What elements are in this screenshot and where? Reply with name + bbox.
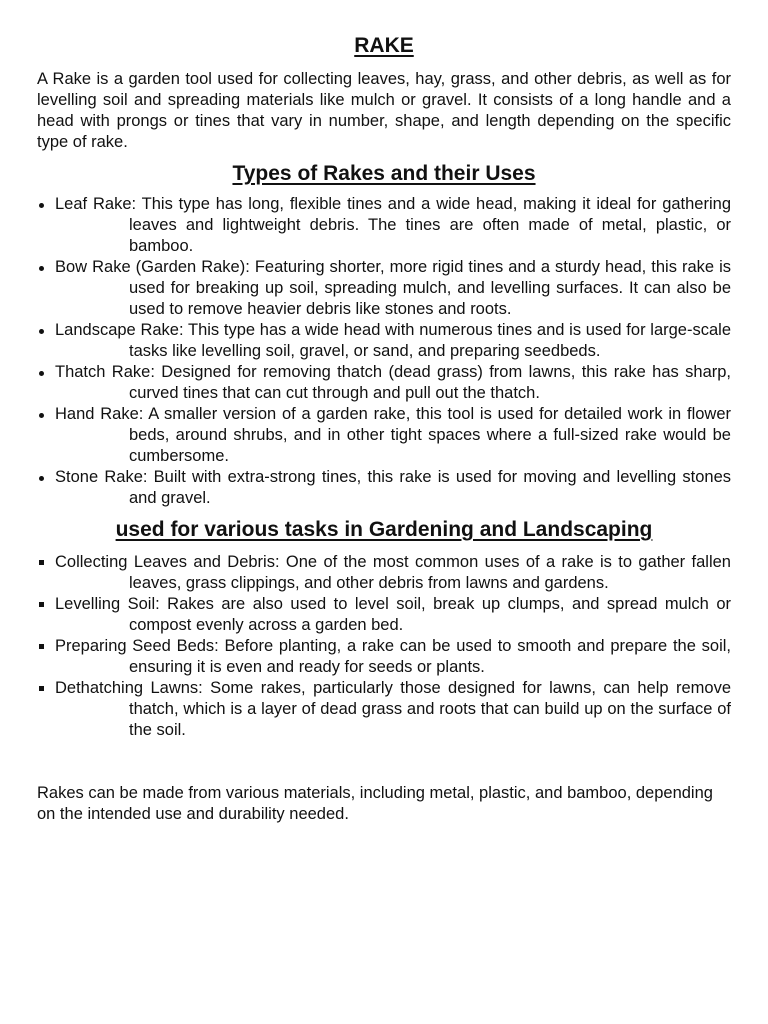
list-item: Bow Rake (Garden Rake): Featuring shorter, more rigid tines and a sturdy head, this rake is used for breaking up soil, spreading mulch, and levelling surfaces. It can also be used to remove heavier debris like stones and roots.: [55, 258, 731, 318]
list-item: Leaf Rake: This type has long, flexible tines and a wide head, making it ideal for gathering leaves and lightweight debris. The tines are often made of metal, plastic, or bamboo.: [55, 195, 731, 255]
intro-paragraph: A Rake is a garden tool used for collecting leaves, hay, grass, and other debris, as well as for levelling soil and spreading materials like mulch or gravel. It consists of a long handle and a head with prongs or tines that vary in number, shape, and length depending on the specific type of rake.: [37, 70, 731, 151]
list-item: Dethatching Lawns: Some rakes, particularly those designed for lawns, can help remove thatch, which is a layer of dead grass and roots that can build up on the surface of the soil.: [55, 679, 731, 739]
document-title: RAKE: [354, 34, 414, 57]
types-heading: Types of Rakes and their Uses: [232, 162, 536, 185]
list-item: Levelling Soil: Rakes are also used to level soil, break up clumps, and spread mulch or compost evenly across a garden bed.: [55, 595, 731, 634]
spacer: [37, 741, 731, 783]
list-item: Landscape Rake: This type has a wide head with numerous tines and is used for large-scale tasks like levelling soil, gravel, or sand, and preparing seedbeds.: [55, 321, 731, 360]
list-item: Preparing Seed Beds: Before planting, a rake can be used to smooth and prepare the soil, ensuring it is even and ready for seeds or plants.: [55, 637, 731, 676]
document-page: [37, 32, 731, 825]
list-item: Hand Rake: A smaller version of a garden rake, this tool is used for detailed work in flower beds, around shrubs, and in other tight spaces where a full-sized rake would be cumbersome.: [55, 405, 731, 465]
list-item: Stone Rake: Built with extra-strong tines, this rake is used for moving and levelling stones and gravel.: [55, 468, 731, 507]
list-item: Collecting Leaves and Debris: One of the most common uses of a rake is to gather fallen leaves, grass clippings, and other debris from lawns and gardens.: [55, 553, 731, 592]
closing-paragraph: Rakes can be made from various materials, including metal, plastic, and bamboo, depending on the intended use and durability needed.: [37, 784, 713, 823]
list-item: Thatch Rake: Designed for removing thatch (dead grass) from lawns, this rake has sharp, curved tines that can cut through and pull out the thatch.: [55, 363, 731, 402]
types-list: [37, 194, 731, 509]
tasks-list: [37, 552, 731, 741]
tasks-heading: used for various tasks in Gardening and Landscaping: [115, 518, 653, 541]
